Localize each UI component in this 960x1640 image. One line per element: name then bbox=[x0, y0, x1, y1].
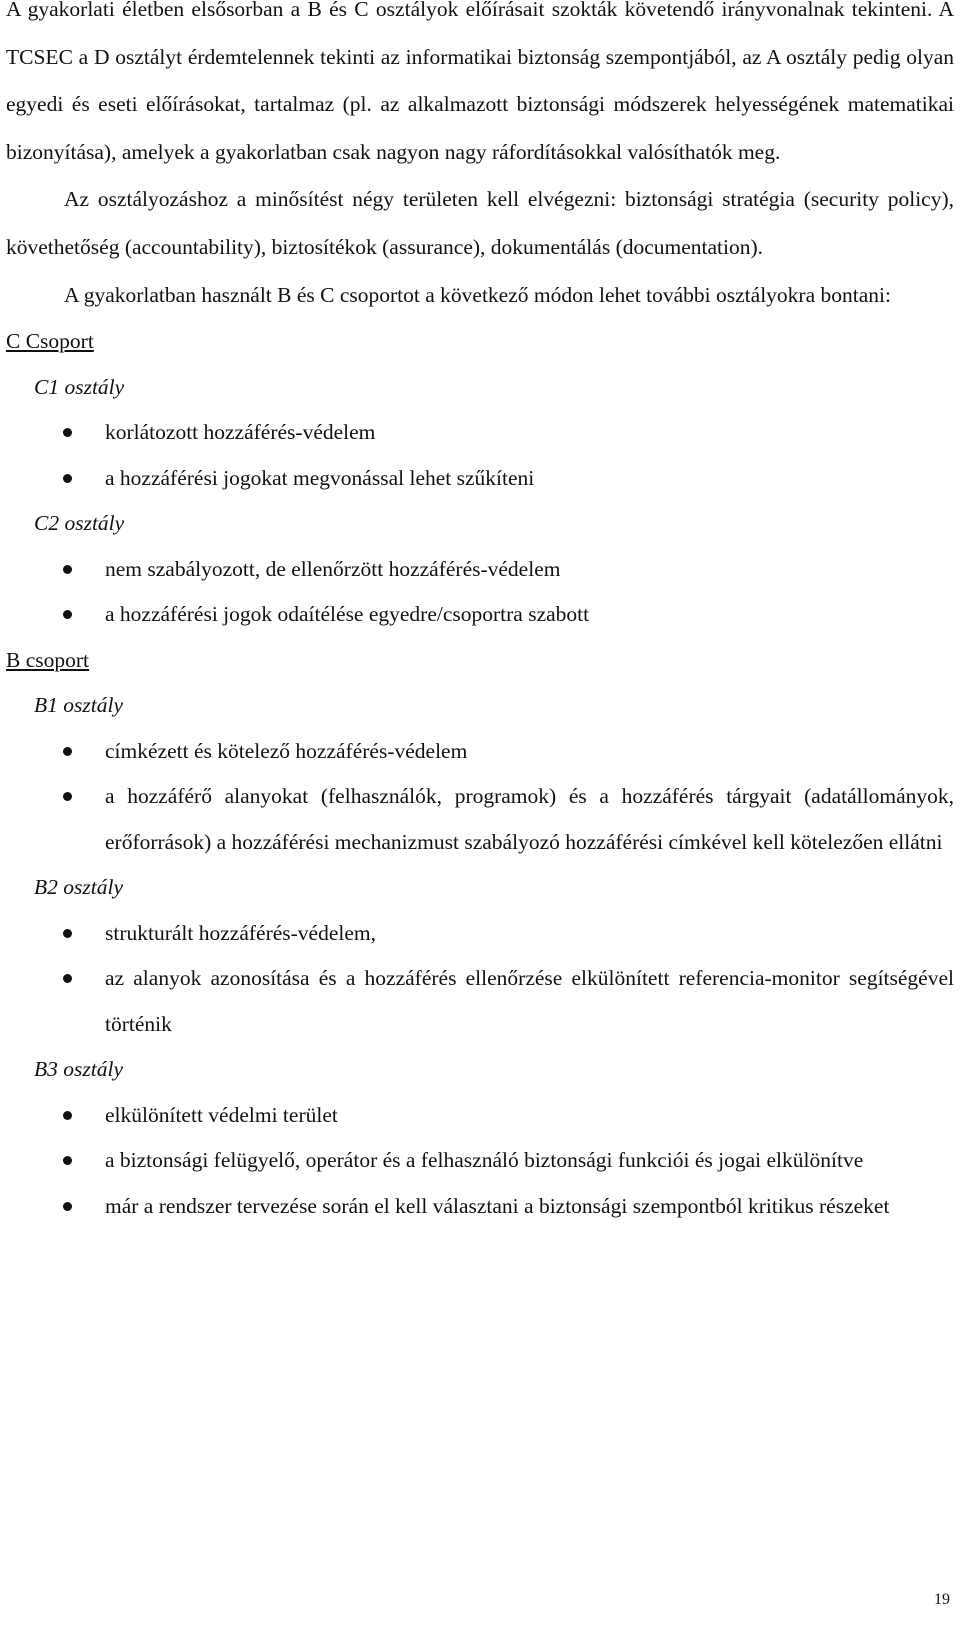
bullet-icon bbox=[63, 565, 72, 574]
list-item: már a rendszer tervezése során el kell választani a biztonsági szempontból kritikus részeket bbox=[6, 1184, 954, 1230]
class-c1-list bbox=[6, 410, 954, 501]
list-item: elkülönített védelmi terület bbox=[6, 1093, 954, 1139]
bullet-icon bbox=[63, 929, 72, 938]
class-b3-heading: B3 osztály bbox=[34, 1057, 123, 1082]
bullet-icon bbox=[63, 1202, 72, 1211]
bullet-icon bbox=[63, 1111, 72, 1120]
subdivision-paragraph: A gyakorlatban használt B és C csoportot a következő módon lehet további osztályokra bontani: bbox=[64, 282, 891, 307]
intro-paragraph: A gyakorlati életben elsősorban a B és C osztályok előírásait szokták követendő irányvonalnak tekinteni. A TCSEC a D osztályt érdemtelennek tekinti az informatikai biztonság szempontjából, az A osztály pedig olyan egyedi és eseti előírásokat, tartalmaz (pl. az alkalmazott biztonsági módszerek helyességének matematikai bizonyítása), amelyek a gyakorlatban csak nagyon nagy ráfordításokkal valósíthatók meg. bbox=[6, 0, 954, 164]
class-c2-heading: C2 osztály bbox=[34, 511, 125, 536]
class-b2-list bbox=[6, 911, 954, 1048]
bullet-icon bbox=[63, 1156, 72, 1165]
list-item: a hozzáférő alanyokat (felhasználók, programok) és a hozzáférés tárgyait (adatállományok, erőforrások) a hozzáférési mechanizmust szabályozó hozzáférési címkével kell kötelezően ellátni bbox=[6, 774, 954, 865]
bullet-icon bbox=[63, 974, 72, 983]
list-item: a biztonsági felügyelő, operátor és a felhasználó biztonsági funkciói és jogai elkülönítve bbox=[6, 1138, 954, 1184]
page-number: 19 bbox=[934, 1591, 950, 1608]
list-item: a hozzáférési jogokat megvonással lehet szűkíteni bbox=[6, 456, 954, 502]
bullet-icon bbox=[63, 428, 72, 437]
list-item: korlátozott hozzáférés-védelem bbox=[6, 410, 954, 456]
bullet-icon bbox=[63, 792, 72, 801]
class-b3-list bbox=[6, 1093, 954, 1230]
list-item: strukturált hozzáférés-védelem, bbox=[6, 911, 954, 957]
class-b1-list bbox=[6, 729, 954, 866]
document-page bbox=[6, 0, 954, 1229]
class-c1-heading: C1 osztály bbox=[34, 374, 125, 399]
list-item: címkézett és kötelező hozzáférés-védelem bbox=[6, 729, 954, 775]
class-c2-list bbox=[6, 547, 954, 638]
class-b1-heading: B1 osztály bbox=[34, 693, 123, 718]
list-item: az alanyok azonosítása és a hozzáférés ellenőrzése elkülönített referencia-monitor segítségével történik bbox=[6, 956, 954, 1047]
group-b-heading: B csoport bbox=[6, 647, 90, 672]
classification-paragraph: Az osztályozáshoz a minősítést négy területen kell elvégezni: biztonsági stratégia (security policy), követhetőség (accountability), biztosítékok (assurance), dokumentálás (documentation). bbox=[6, 187, 954, 259]
bullet-icon bbox=[63, 610, 72, 619]
bullet-icon bbox=[63, 474, 72, 483]
class-b2-heading: B2 osztály bbox=[34, 875, 123, 900]
bullet-icon bbox=[63, 747, 72, 756]
list-item: a hozzáférési jogok odaítélése egyedre/csoportra szabott bbox=[6, 592, 954, 638]
list-item: nem szabályozott, de ellenőrzött hozzáférés-védelem bbox=[6, 547, 954, 593]
group-c-heading: C Csoport bbox=[6, 329, 94, 354]
